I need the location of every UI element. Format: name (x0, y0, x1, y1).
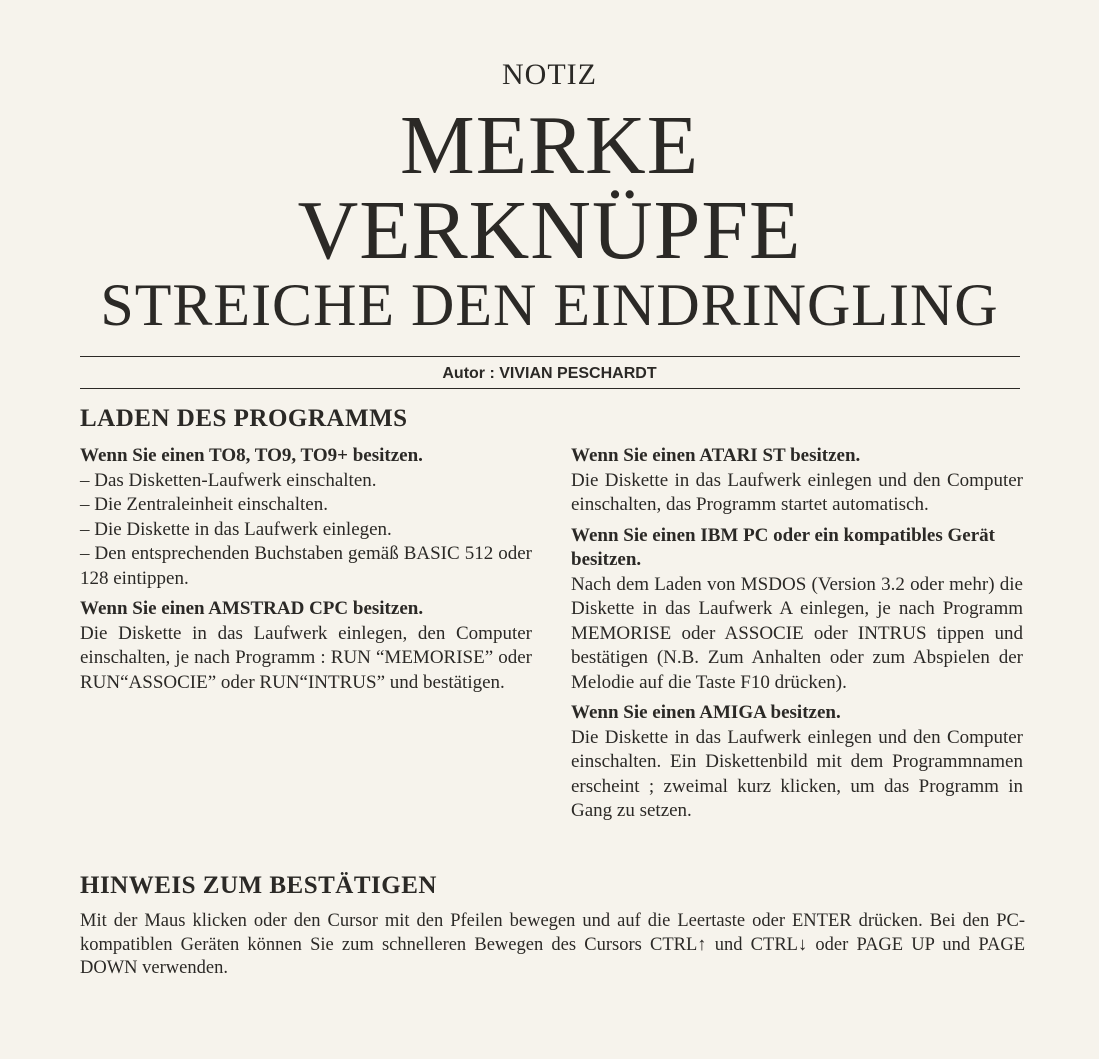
notiz-label: NOTIZ (502, 58, 597, 91)
title-line-3: STREICHE DEN EINDRINGLING (100, 272, 999, 338)
author-line: Autor : VIVIAN PESCHARDT (442, 365, 657, 382)
atari-text: Die Diskette in das Laufwerk einlegen und den Computer einschalten, das Programm startet automatisch. (571, 469, 1023, 515)
to8-subheading: Wenn Sie einen TO8, TO9, TO9+ besitzen. (80, 445, 423, 466)
list-item: – Den entsprechenden Buchstaben gemäß BASIC 512 oder 128 eintippen. (80, 543, 532, 589)
bottom-rule (80, 388, 1020, 389)
top-rule (80, 356, 1020, 357)
left-column (80, 444, 532, 695)
atari-subheading: Wenn Sie einen ATARI ST besitzen. (571, 445, 861, 466)
title-line-1: MERKE (400, 99, 699, 192)
ibm-text: Nach dem Laden von MSDOS (Version 3.2 oder mehr) die Diskette in das Laufwerk A einlegen, je nach Programm MEMORISE oder ASSOCIE oder INTRUS tippen und bestätigen (N.B. Zum Anhalten oder zum Abspielen der Melodie auf die Taste F10 drücken). (571, 573, 1023, 693)
confirm-text-block (80, 910, 1025, 981)
right-column (571, 444, 1023, 824)
section-heading-load: LADEN DES PROGRAMMS (80, 405, 408, 432)
confirm-text: Mit der Maus klicken oder den Cursor mit den Pfeilen bewegen und auf die Leertaste oder ENTER drücken. Bei den PC-kompatiblen Geräten können Sie zum schnelleren Bewegen des Cursors CTRL↑ und CTRL↓ oder PAGE UP und PAGE DOWN verwenden. (80, 911, 1025, 978)
amstrad-text: Die Diskette in das Laufwerk einlegen, den Computer einschalten, je nach Programm : RUN “MEMORISE” oder RUN“ASSOCIE” oder RUN“INTRUS” und bestätigen. (80, 622, 532, 693)
list-item: – Die Diskette in das Laufwerk einlegen. (80, 518, 392, 540)
ibm-subheading: Wenn Sie einen IBM PC oder ein kompatibles Gerät besitzen. (571, 524, 995, 570)
amiga-subheading: Wenn Sie einen AMIGA besitzen. (571, 702, 841, 723)
section-heading-confirm: HINWEIS ZUM BESTÄTIGEN (80, 872, 437, 899)
title-line-2: VERKNÜPFE (297, 184, 802, 277)
list-item: – Die Zentraleinheit einschalten. (80, 494, 328, 515)
amstrad-subheading: Wenn Sie einen AMSTRAD CPC besitzen. (80, 598, 424, 619)
list-item: – Das Disketten-Laufwerk einschalten. (80, 469, 377, 491)
amiga-text: Die Diskette in das Laufwerk einlegen und den Computer einschalten. Ein Diskettenbild mit dem Programmnamen erscheint ; zweimal kurz klicken, um das Programm in Gang zu setzen. (571, 726, 1023, 821)
